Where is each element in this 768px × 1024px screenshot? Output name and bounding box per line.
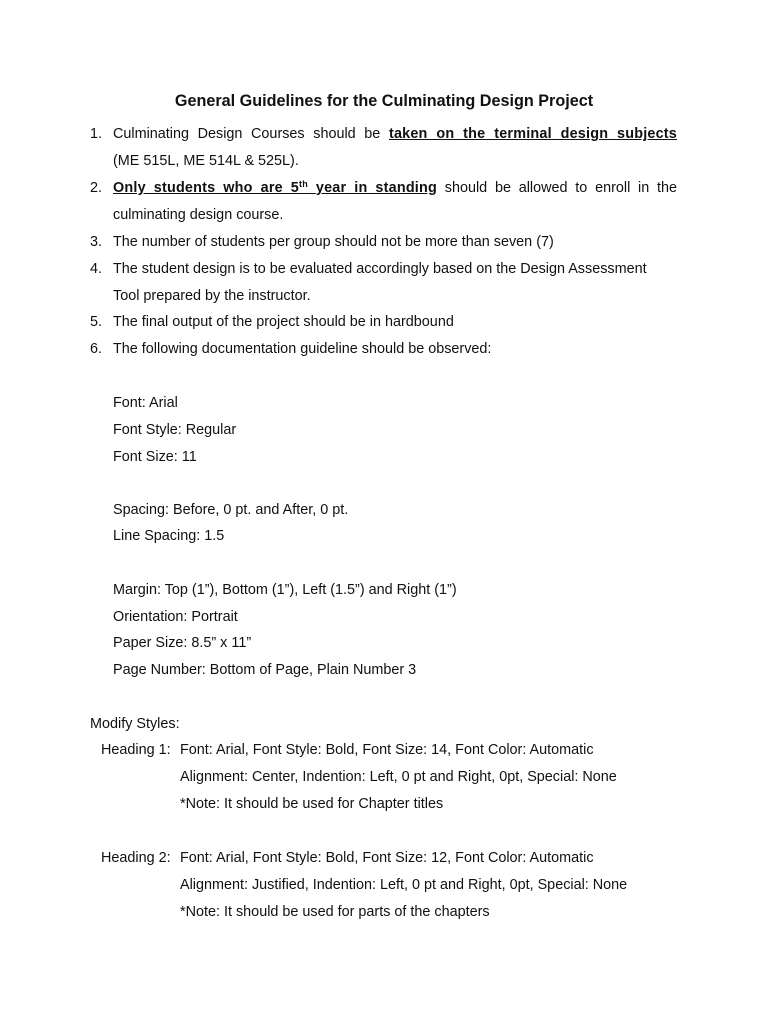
list-number: 6. <box>90 341 103 357</box>
list-item-6-line-1: The following documentation guideline should be observed: <box>113 341 492 357</box>
list-number: 4. <box>90 261 103 277</box>
heading-2-note: *Note: It should be used for parts of the chapters <box>180 904 490 920</box>
superscript: th <box>299 179 308 189</box>
list-text: Culminating Design Courses should be <box>113 126 381 142</box>
emphasis-text: taken on the terminal design subjects <box>388 126 678 142</box>
list-number: 2. <box>90 180 103 196</box>
heading-2-label: Heading 2: <box>101 850 171 866</box>
setting-orientation: Orientation: Portrait <box>113 609 238 625</box>
heading-2-alignment: Alignment: Justified, Indention: Left, 0 pt and Right, 0pt, Special: None <box>180 877 628 893</box>
emphasis-text-part: year in standing <box>315 180 437 196</box>
list-item-4-line-1: The student design is to be evaluated accordingly based on the Design Assessment <box>113 261 647 277</box>
emphasis-text-part: Only students who are 5 <box>113 180 300 196</box>
setting-line-spacing: Line Spacing: 1.5 <box>113 528 225 544</box>
setting-font: Font: Arial <box>113 395 178 411</box>
list-text: should be allowed to enroll in the <box>444 180 678 196</box>
list-item-2-line-2: culminating design course. <box>113 207 284 223</box>
list-item-1-line-2: (ME 515L, ME 514L & 525L). <box>113 153 299 169</box>
setting-spacing: Spacing: Before, 0 pt. and After, 0 pt. <box>113 502 349 518</box>
modify-styles-label: Modify Styles: <box>90 716 180 732</box>
list-number: 5. <box>90 314 103 330</box>
setting-page-number: Page Number: Bottom of Page, Plain Number 3 <box>113 662 417 678</box>
setting-paper-size: Paper Size: 8.5” x 11” <box>113 635 252 651</box>
heading-1-note: *Note: It should be used for Chapter titles <box>180 796 444 812</box>
heading-1-label: Heading 1: <box>101 742 171 758</box>
list-number: 1. <box>90 126 103 142</box>
list-item-5-line-1: The final output of the project should be in hardbound <box>113 314 454 330</box>
heading-1-alignment: Alignment: Center, Indention: Left, 0 pt and Right, 0pt, Special: None <box>180 769 617 785</box>
heading-2-font: Font: Arial, Font Style: Bold, Font Size: 12, Font Color: Automatic <box>180 850 594 866</box>
list-item-1-line-1 <box>113 125 677 143</box>
list-item-4-line-2: Tool prepared by the instructor. <box>113 288 311 304</box>
heading-1-font: Font: Arial, Font Style: Bold, Font Size: 14, Font Color: Automatic <box>180 742 594 758</box>
list-item-3-line-1: The number of students per group should not be more than seven (7) <box>113 234 554 250</box>
emphasis-text <box>113 180 437 196</box>
setting-font-size: Font Size: 11 <box>113 449 197 465</box>
setting-margin: Margin: Top (1”), Bottom (1”), Left (1.5”) and Right (1”) <box>113 582 457 598</box>
setting-font-style: Font Style: Regular <box>113 422 237 438</box>
page-title: General Guidelines for the Culminating Design Project <box>174 92 594 110</box>
list-item-2-line-1 <box>113 179 677 197</box>
list-number: 3. <box>90 234 103 250</box>
